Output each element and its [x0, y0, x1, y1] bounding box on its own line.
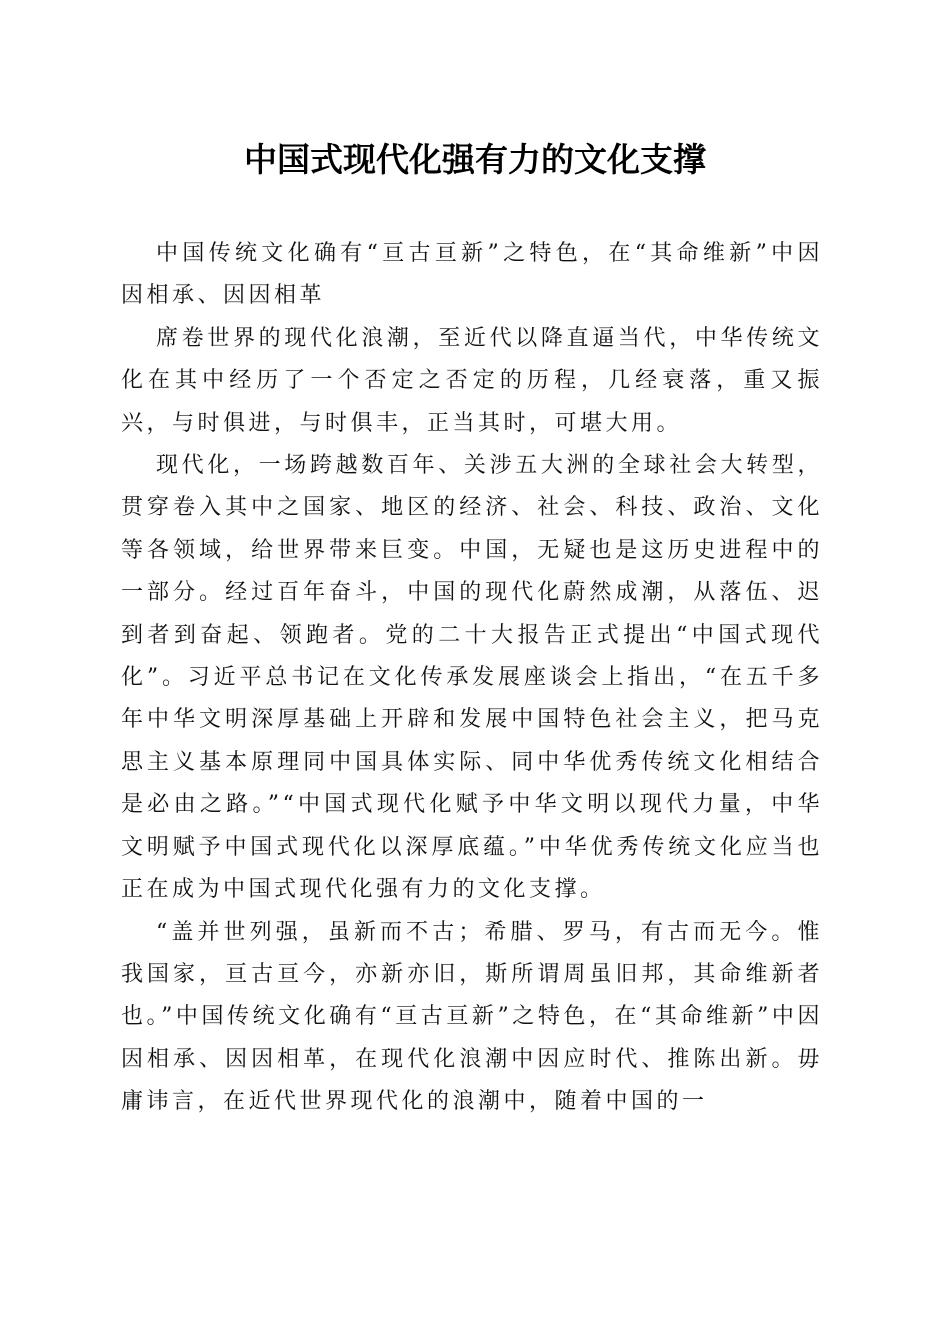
paragraph-1: 中国传统文化确有“亘古亘新”之特色，在“其命维新”中因因相承、因因相革 — [121, 241, 823, 309]
paragraph-2: 席卷世界的现代化浪潮，至近代以降直逼当代，中华传统文化在其中经历了一个否定之否定的历程，几经衰落，重又振兴，与时俱进，与时俱丰，正当其时，可堪大用。 — [121, 325, 823, 436]
document-title: 中国式现代化强有力的文化支撑 — [244, 140, 706, 179]
paragraph-3: 现代化，一场跨越数百年、关涉五大洲的全球社会大转型，贯穿卷入其中之国家、地区的经济、社会、科技、政治、文化等各领域，给世界带来巨变。中国，无疑也是这历史进程中的一部分。经过百年奋斗，中国的现代化蔚然成潮，从落伍、迟到者到奋起、领跑者。党的二十大报告正式提出“中国式现代化”。习近平总书记在文化传承发展座谈会上指出，“在五千多年中华文明深厚基础上开辟和发展中国特色社会主义，把马克思主义基本原理同中国具体实际、同中华优秀传统文化相结合是必由之路。”“中国式现代化赋予中华文明以现代力量，中华文明赋予中国式现代化以深厚底蕴。”中华优秀传统文化应当也正在成为中国式现代化强有力的文化支撑。 — [121, 453, 823, 903]
paragraph-4: “盖并世列强，虽新而不古；希腊、罗马，有古而无今。惟我国家，亘古亘今，亦新亦旧，斯所谓周虽旧邦，其命维新者也。”中国传统文化确有“亘古亘新”之特色，在“其命维新”中因因相承、因因相革，在现代化浪潮中因应时代、推陈出新。毋庸讳言，在近代世界现代化的浪潮中，随着中国的一 — [121, 919, 823, 1115]
document-body — [121, 233, 823, 1124]
